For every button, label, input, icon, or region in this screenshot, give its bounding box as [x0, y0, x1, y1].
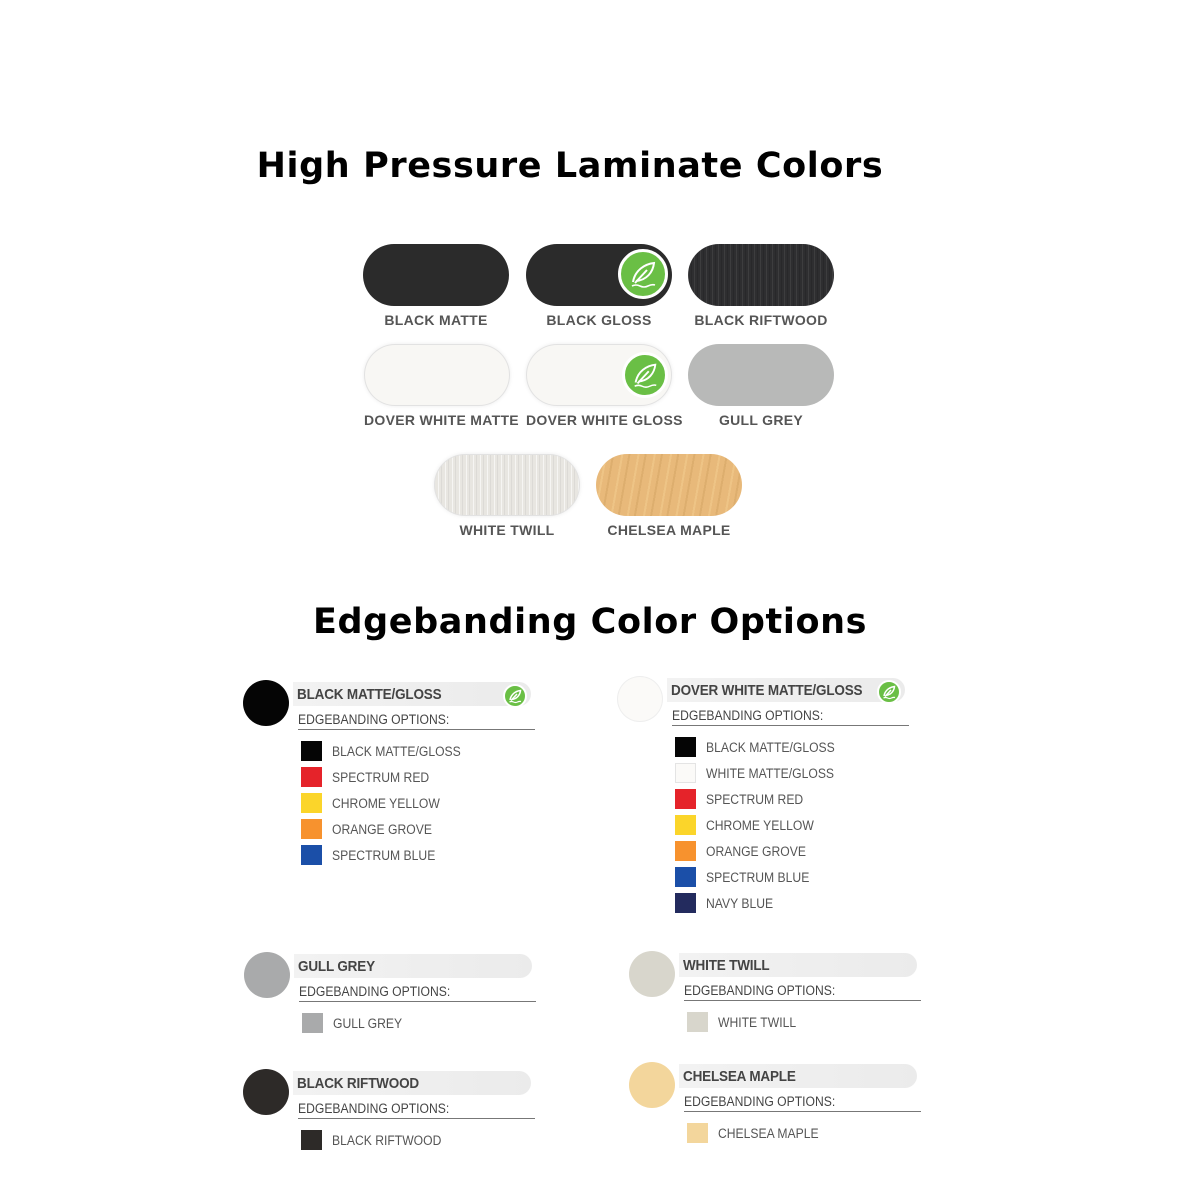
edgebanding-color-chip	[301, 767, 322, 787]
edgebanding-color-chip	[675, 841, 696, 861]
edgebanding-option-label: CHELSEA MAPLE	[718, 1125, 819, 1141]
eco-leaf-icon	[503, 684, 527, 708]
swatch-chip	[363, 244, 509, 306]
edgebanding-option-label: SPECTRUM BLUE	[332, 847, 436, 863]
edgebanding-color-chip	[302, 1013, 323, 1033]
edgebanding-color-chip	[675, 763, 696, 783]
edgebanding-option-label: BLACK MATTE/GLOSS	[332, 743, 461, 759]
edgebanding-color-chip	[687, 1123, 708, 1143]
swatch-label: DOVER WHITE MATTE	[364, 412, 519, 428]
swatch-chip	[364, 344, 510, 406]
divider	[298, 729, 535, 730]
edgebanding-base-color-swatch	[617, 676, 663, 722]
edgebanding-option-label: WHITE TWILL	[718, 1014, 797, 1030]
edgebanding-option[interactable]	[675, 864, 849, 890]
swatch-chip	[526, 244, 672, 306]
edgebanding-option-label: SPECTRUM RED	[332, 769, 430, 785]
edgebanding-option-list	[687, 1120, 830, 1146]
swatch-chelsea-maple[interactable]	[596, 454, 742, 538]
edgebanding-option[interactable]	[675, 786, 849, 812]
swatch-chip	[434, 454, 580, 516]
edgebanding-option[interactable]	[301, 790, 475, 816]
swatch-label: GULL GREY	[718, 412, 804, 428]
swatch-label: BLACK MATTE	[384, 312, 488, 328]
edgebanding-panel-dover-white	[617, 676, 917, 916]
swatch-chip	[526, 344, 672, 406]
swatch-gull-grey[interactable]	[688, 344, 834, 428]
edgebanding-option[interactable]	[301, 764, 475, 790]
eco-leaf-icon	[622, 352, 668, 398]
edgebanding-options-subhead: EDGEBANDING OPTIONS:	[684, 983, 836, 998]
divider	[672, 725, 909, 726]
edgebanding-panel-black-riftwood	[243, 1069, 543, 1159]
edgebanding-option[interactable]	[302, 1010, 410, 1036]
edgebanding-option-label: CHROME YELLOW	[332, 795, 440, 811]
swatch-label: BLACK GLOSS	[546, 312, 652, 328]
swatch-chip	[688, 344, 834, 406]
edgebanding-option-label: CHROME YELLOW	[706, 817, 814, 833]
edgebanding-base-color-swatch	[629, 951, 675, 997]
edgebanding-base-color-swatch	[629, 1062, 675, 1108]
swatch-chip	[688, 244, 834, 306]
edgebanding-option-label: GULL GREY	[333, 1015, 403, 1031]
edgebanding-color-chip	[675, 789, 696, 809]
edgebanding-option-label: SPECTRUM RED	[706, 791, 804, 807]
edgebanding-option[interactable]	[301, 738, 475, 764]
edgebanding-option-list	[687, 1009, 805, 1035]
edgebanding-option[interactable]	[675, 734, 849, 760]
swatch-chip	[596, 454, 742, 516]
divider	[299, 1001, 536, 1002]
edgebanding-color-chip	[301, 845, 322, 865]
edgebanding-options-subhead: EDGEBANDING OPTIONS:	[684, 1094, 836, 1109]
edgebanding-panel-gull-grey	[244, 952, 544, 1042]
edgebanding-option-list	[301, 738, 475, 868]
edgebanding-option-list	[302, 1010, 410, 1036]
edgebanding-option-list	[675, 734, 849, 916]
edgebanding-color-chip	[301, 793, 322, 813]
edgebanding-panel-title: GULL GREY	[298, 958, 375, 975]
edgebanding-color-chip	[301, 1130, 322, 1150]
swatch-black-riftwood[interactable]	[688, 244, 834, 328]
edgebanding-panel-black-matte-gloss	[243, 680, 543, 880]
swatch-dover-white-matte[interactable]	[364, 344, 519, 428]
edgebanding-panel-title: WHITE TWILL	[683, 957, 770, 974]
edgebanding-panel-title: BLACK MATTE/GLOSS	[297, 686, 442, 703]
edgebanding-option-list	[301, 1127, 454, 1153]
edgebanding-option-label: ORANGE GROVE	[332, 821, 432, 837]
edgebanding-color-chip	[675, 815, 696, 835]
edgebanding-option-label: ORANGE GROVE	[706, 843, 806, 859]
edgebanding-color-chip	[675, 867, 696, 887]
edgebanding-panel-title: DOVER WHITE MATTE/GLOSS	[671, 682, 863, 699]
swatch-black-matte[interactable]	[363, 244, 509, 328]
swatch-label: BLACK RIFTWOOD	[694, 312, 828, 328]
edgebanding-option-label: NAVY BLUE	[706, 895, 774, 911]
edgebanding-color-chip	[301, 741, 322, 761]
swatch-white-twill[interactable]	[434, 454, 580, 538]
edgebanding-panel-title: BLACK RIFTWOOD	[297, 1075, 419, 1092]
swatch-dover-white-gloss[interactable]	[526, 344, 683, 428]
swatch-label: DOVER WHITE GLOSS	[526, 412, 683, 428]
eco-leaf-icon	[877, 680, 901, 704]
divider	[684, 1111, 921, 1112]
edgebanding-color-chip	[687, 1012, 708, 1032]
eco-leaf-icon	[618, 249, 668, 299]
edgebanding-options-subhead: EDGEBANDING OPTIONS:	[672, 708, 824, 723]
edgebanding-panel-title: CHELSEA MAPLE	[683, 1068, 796, 1085]
laminate-colors-heading: High Pressure Laminate Colors	[256, 146, 884, 186]
edgebanding-option[interactable]	[687, 1120, 830, 1146]
edgebanding-panel-white-twill	[629, 951, 929, 1041]
swatch-label: CHELSEA MAPLE	[607, 522, 731, 538]
edgebanding-option[interactable]	[675, 760, 849, 786]
edgebanding-color-chip	[301, 819, 322, 839]
edgebanding-base-color-swatch	[244, 952, 290, 998]
edgebanding-option-label: BLACK MATTE/GLOSS	[706, 739, 835, 755]
edgebanding-option[interactable]	[301, 842, 475, 868]
edgebanding-options-subhead: EDGEBANDING OPTIONS:	[298, 1101, 450, 1116]
edgebanding-option[interactable]	[675, 838, 849, 864]
edgebanding-option-label: WHITE MATTE/GLOSS	[706, 765, 835, 781]
edgebanding-color-chip	[675, 893, 696, 913]
edgebanding-option[interactable]	[301, 1127, 454, 1153]
swatch-label: WHITE TWILL	[459, 522, 555, 538]
edgebanding-options-subhead: EDGEBANDING OPTIONS:	[298, 712, 450, 727]
edgebanding-option-label: BLACK RIFTWOOD	[332, 1132, 442, 1148]
edgebanding-option-label: SPECTRUM BLUE	[706, 869, 810, 885]
edgebanding-options-subhead: EDGEBANDING OPTIONS:	[299, 984, 451, 999]
edgebanding-base-color-swatch	[243, 1069, 289, 1115]
edgebanding-options-heading: Edgebanding Color Options	[312, 602, 868, 642]
edgebanding-option[interactable]	[687, 1009, 805, 1035]
edgebanding-option[interactable]	[675, 890, 849, 916]
edgebanding-base-color-swatch	[243, 680, 289, 726]
edgebanding-panel-chelsea-maple	[629, 1062, 929, 1152]
edgebanding-color-chip	[675, 737, 696, 757]
divider	[298, 1118, 535, 1119]
divider	[684, 1000, 921, 1001]
edgebanding-option[interactable]	[301, 816, 475, 842]
edgebanding-option[interactable]	[675, 812, 849, 838]
swatch-black-gloss[interactable]	[526, 244, 672, 328]
